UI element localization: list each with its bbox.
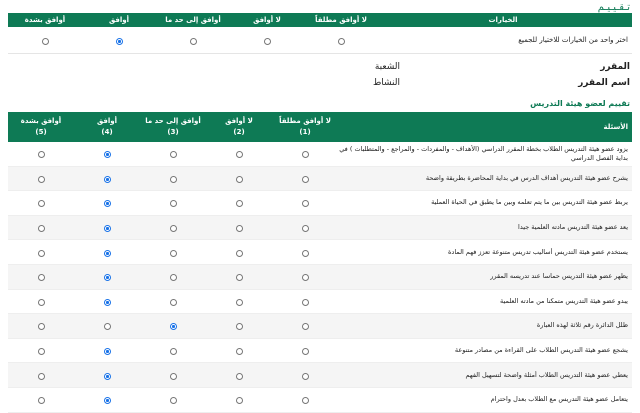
answer-radio-1[interactable]: [302, 397, 309, 404]
answer-radio-5[interactable]: [38, 200, 45, 207]
answer-radio-5[interactable]: [38, 151, 45, 158]
table-row: [8, 216, 632, 241]
table-row: [8, 290, 632, 315]
section-label: الشعبة: [374, 62, 400, 72]
course-label: المقرر: [600, 62, 630, 72]
table-row: [8, 363, 632, 388]
answer-radio-4[interactable]: [104, 250, 111, 257]
answer-radio-3[interactable]: [170, 373, 177, 380]
answer-radio-3[interactable]: [170, 250, 177, 257]
answer-radio-5[interactable]: [38, 373, 45, 380]
answer-radio-4[interactable]: [104, 151, 111, 158]
choices-header-option: أوافق: [108, 16, 130, 24]
answer-radio-2[interactable]: [236, 397, 243, 404]
table-row: [8, 191, 632, 216]
choices-header-option: أوافق إلى حد ما: [165, 16, 221, 24]
choices-header: [8, 13, 632, 27]
answer-radio-4[interactable]: [104, 299, 111, 306]
answer-radio-4[interactable]: [104, 225, 111, 232]
answer-radio-1[interactable]: [302, 250, 309, 257]
course-info: [10, 60, 630, 94]
answer-radio-3[interactable]: [170, 151, 177, 158]
answer-radio-4[interactable]: [104, 200, 111, 207]
answer-radio-3[interactable]: [170, 200, 177, 207]
answer-radio-1[interactable]: [302, 348, 309, 355]
question-text: يتعامل عضو هيئة التدريس مع الطلاب بعدل واحترام: [490, 395, 628, 404]
evaluation-table: [8, 112, 632, 413]
answer-radio-4[interactable]: [104, 176, 111, 183]
question-text: يشرح عضو هيئة التدريس أهداف الدرس في بداية المحاضرة بطريقة واضحة: [425, 173, 628, 182]
answer-radio-2[interactable]: [236, 348, 243, 355]
answer-radio-3[interactable]: [170, 348, 177, 355]
choices-header-option: أوافق بشدة: [24, 16, 66, 24]
answer-radio-2[interactable]: [236, 323, 243, 330]
answer-radio-5[interactable]: [38, 225, 45, 232]
question-text: يزود عضو هيئة التدريس الطلاب بخطة المقرر الدراسي (الأهداف - والمفردات - والمراجع - والمتطلبات ) في بداية الفصل الدراسي: [339, 144, 628, 162]
answer-radio-1[interactable]: [302, 200, 309, 207]
answer-radio-5[interactable]: [38, 299, 45, 306]
answer-radio-2[interactable]: [236, 200, 243, 207]
answer-radio-4[interactable]: [104, 348, 111, 355]
answer-radio-4[interactable]: [104, 373, 111, 380]
answer-radio-2[interactable]: [236, 225, 243, 232]
question-text: يعد عضو هيئة التدريس مادته العلمية جيدا: [518, 223, 628, 232]
question-text: يعطي عضو هيئة التدريس الطلاب أمثلة واضحة لتسهيل الفهم: [465, 370, 628, 379]
bulk-radio-2[interactable]: [264, 38, 271, 45]
choices-header-label: الخيارات: [488, 16, 518, 24]
question-text: يبدو عضو هيئة التدريس متمكنا من مادته العلمية: [500, 296, 628, 305]
course-name-label: اسم المقرر: [578, 78, 630, 88]
answer-radio-4[interactable]: [104, 397, 111, 404]
answer-radio-1[interactable]: [302, 373, 309, 380]
answer-radio-1[interactable]: [302, 323, 309, 330]
question-text: يظهر عضو هيئة التدريس حماسا عند تدريسه المقرر: [490, 272, 628, 281]
option-header: أوافق (4): [96, 117, 118, 136]
bulk-choice-row: [8, 27, 632, 54]
answer-radio-4[interactable]: [104, 323, 111, 330]
bulk-choice-label: اختر واحد من الخيارات للاختيار للجميع: [518, 36, 628, 44]
table-body: [8, 142, 632, 413]
answer-radio-3[interactable]: [170, 274, 177, 281]
answer-radio-5[interactable]: [38, 323, 45, 330]
option-header: لا أوافق مطلقاً (1): [279, 117, 331, 136]
answer-radio-2[interactable]: [236, 299, 243, 306]
answer-radio-5[interactable]: [38, 176, 45, 183]
activity-label: النشاط: [372, 78, 400, 88]
answer-radio-1[interactable]: [302, 299, 309, 306]
option-header: لا أوافق (2): [225, 117, 253, 136]
bulk-radio-3[interactable]: [190, 38, 197, 45]
table-row: [8, 142, 632, 167]
questions-header: الأسئلة: [603, 122, 628, 131]
bulk-radio-1[interactable]: [338, 38, 345, 45]
answer-radio-5[interactable]: [38, 250, 45, 257]
bulk-radio-4[interactable]: [116, 38, 123, 45]
bulk-choices-panel: [8, 13, 632, 54]
answer-radio-2[interactable]: [236, 250, 243, 257]
answer-radio-4[interactable]: [104, 274, 111, 281]
answer-radio-2[interactable]: [236, 176, 243, 183]
question-text: يشجع عضو هيئة التدريس الطلاب على القراءة من مصادر متنوعة: [454, 346, 628, 355]
table-row: [8, 240, 632, 265]
table-row: [8, 339, 632, 364]
answer-radio-2[interactable]: [236, 274, 243, 281]
table-row: [8, 388, 632, 413]
answer-radio-1[interactable]: [302, 151, 309, 158]
table-row: [8, 167, 632, 192]
answer-radio-5[interactable]: [38, 348, 45, 355]
answer-radio-1[interactable]: [302, 225, 309, 232]
option-header: أوافق إلى حد ما (3): [145, 117, 201, 136]
table-header: [8, 112, 632, 142]
bulk-radio-5[interactable]: [42, 38, 49, 45]
answer-radio-3[interactable]: [170, 323, 177, 330]
question-text: ظلل الدائرة رقم ثلاثة لهذه العبارة: [536, 321, 628, 330]
section-title: تقييم لعضو هيئة التدريس: [530, 99, 630, 108]
answer-radio-3[interactable]: [170, 299, 177, 306]
answer-radio-5[interactable]: [38, 274, 45, 281]
choices-header-option: لا أوافق: [253, 16, 281, 24]
answer-radio-1[interactable]: [302, 274, 309, 281]
answer-radio-5[interactable]: [38, 397, 45, 404]
table-row: [8, 265, 632, 290]
answer-radio-3[interactable]: [170, 225, 177, 232]
page-title: تـقـيـيـم: [597, 2, 630, 13]
answer-radio-3[interactable]: [170, 176, 177, 183]
option-header: أوافق بشدة (5): [20, 117, 62, 136]
question-text: يربط عضو هيئة التدريس بين ما يتم تعلمه وبين ما يطبق في الحياة العملية: [431, 198, 628, 207]
answer-radio-2[interactable]: [236, 373, 243, 380]
table-row: [8, 314, 632, 339]
answer-radio-2[interactable]: [236, 151, 243, 158]
answer-radio-1[interactable]: [302, 176, 309, 183]
answer-radio-3[interactable]: [170, 397, 177, 404]
choices-header-option: لا أوافق مطلقاً: [315, 16, 367, 24]
question-text: يستخدم عضو هيئة التدريس أساليب تدريس متنوعة تعزز فهم المادة: [448, 247, 628, 256]
